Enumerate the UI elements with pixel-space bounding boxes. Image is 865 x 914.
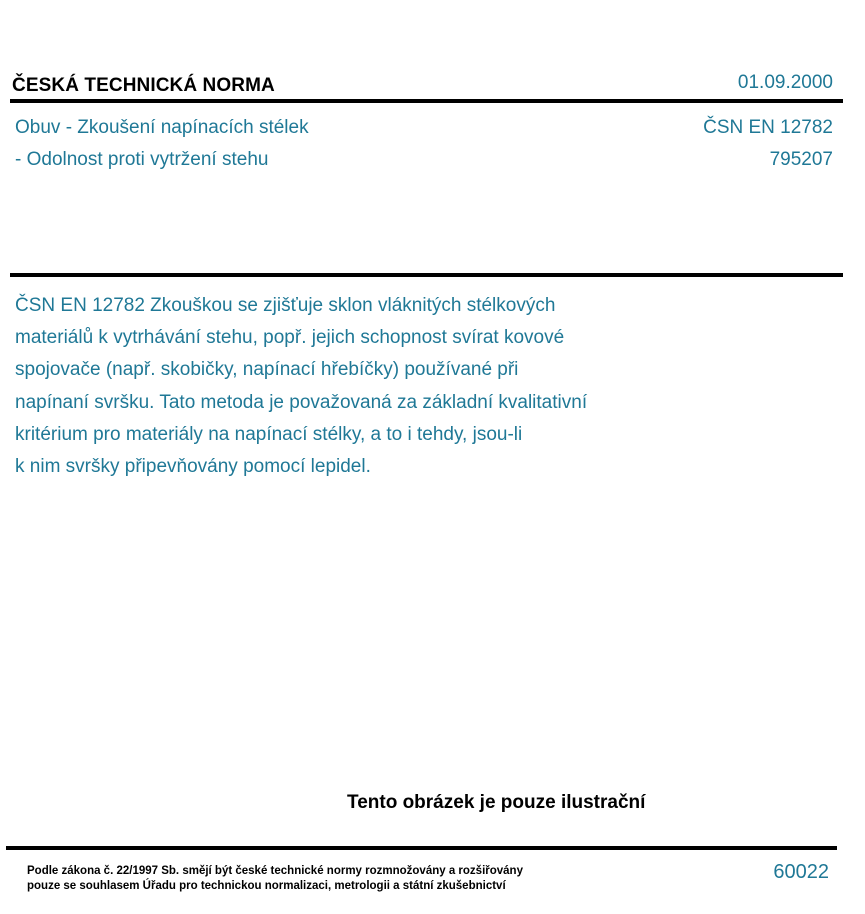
footer-divider <box>6 846 837 850</box>
abstract-line: kritérium pro materiály na napínací stélky, a to i tehdy, jsou-li <box>15 423 523 445</box>
abstract <box>15 290 695 483</box>
abstract-line: ČSN EN 12782 Zkouškou se zjišťuje sklon vláknitých stélkových <box>15 295 556 316</box>
standard-title-line-1: Obuv - Zkoušení napínacích stélek <box>15 117 309 138</box>
abstract-line: spojovače (např. skobičky, napínací hřebíčky) používané při <box>15 359 519 381</box>
abstract-line: napínaní svršku. Tato metoda je považovaná za základní kvalitativní <box>15 391 588 413</box>
legal-notice <box>27 864 523 893</box>
header-title: ČESKÁ TECHNICKÁ NORMA <box>12 75 275 96</box>
publication-date: 01.09.2000 <box>737 72 833 93</box>
legal-notice-line: Podle zákona č. 22/1997 Sb. smějí být české technické normy rozmnožovány a rozšiřovány <box>27 865 523 877</box>
abstract-line: materiálů k vytrhávání stehu, popř. jejich schopnost svírat kovové <box>15 327 565 349</box>
class-number: 795207 <box>769 149 833 170</box>
section-divider <box>10 273 843 277</box>
standard-title-line-2: - Odolnost proti vytržení stehu <box>15 149 269 170</box>
footer-code: 60022 <box>773 861 829 883</box>
legal-notice-line: pouze se souhlasem Úřadu pro technickou normalizaci, metrologii a státní zkušebnictví <box>27 879 506 892</box>
header-divider <box>10 99 843 103</box>
illustration-note: Tento obrázek je pouze ilustrační <box>347 792 646 813</box>
abstract-line: k nim svršky připevňovány pomocí lepidel. <box>15 456 371 478</box>
standard-designation: ČSN EN 12782 <box>703 117 833 138</box>
